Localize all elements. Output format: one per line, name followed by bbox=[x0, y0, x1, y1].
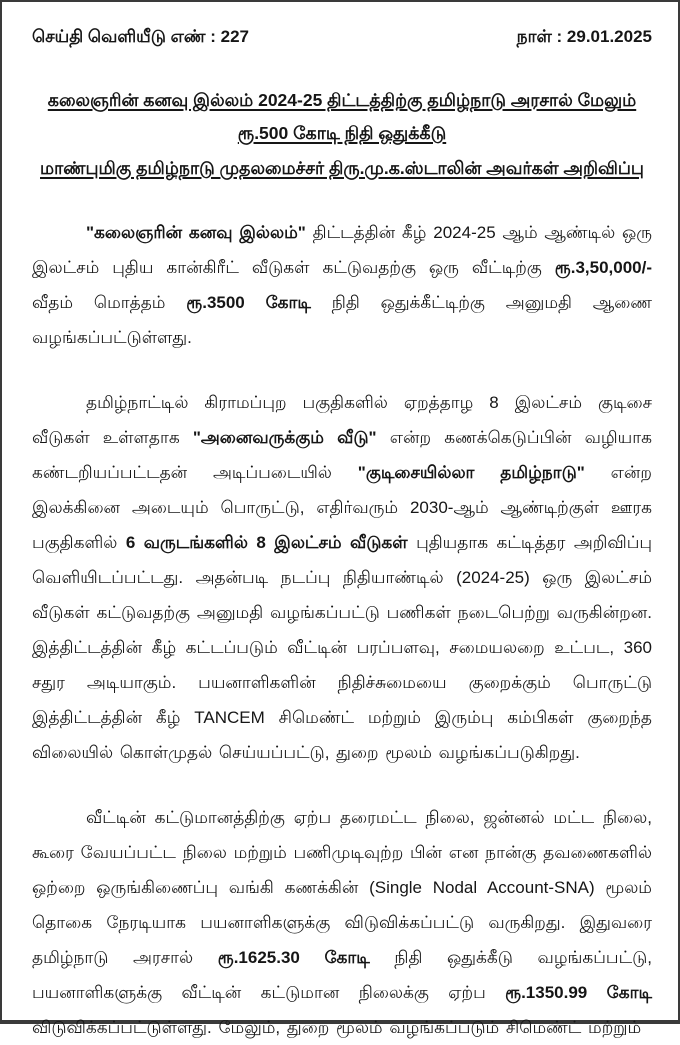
paragraph-1: "கலைஞரின் கனவு இல்லம்" திட்டத்தின் கீழ் 2024-25 ஆம் ஆண்டில் ஒரு இலட்சம் புதிய கான்கிரீட் வீடுகள் கட்டுவதற்கு ஒரு வீட்டிற்கு ரூ.3,50,000/- வீதம் மொத்தம் ரூ.3500 கோடி நிதி ஒதுக்கீட்டிற்கு அனுமதி ஆணை வழங்கப்பட்டுள்ளது. bbox=[32, 223, 653, 347]
title-line-3-text: மாண்புமிகு தமிழ்நாடு முதலமைச்சர் திரு.மு.க.ஸ்டாலின் அவர்கள் அறிவிப்பு bbox=[40, 158, 644, 178]
document-body bbox=[32, 215, 652, 1045]
title-line-2 bbox=[32, 117, 652, 150]
release-date: நாள் : 29.01.2025 bbox=[516, 27, 652, 46]
paragraph-2: தமிழ்நாட்டில் கிராமப்புற பகுதிகளில் ஏறத்தாழ 8 இலட்சம் குடிசை வீடுகள் உள்ளதாக "அனைவருக்கும் வீடு" என்ற கணக்கெடுப்பின் வழியாக கண்டறியப்பட்டதன் அடிப்படையில் "குடிசையில்லா தமிழ்நாடு" என்ற இலக்கினை அடையும் பொருட்டு, எதிர்வரும் 2030-ஆம் ஆண்டிற்குள் ஊரக பகுதிகளில் 6 வருடங்களில் 8 இலட்சம் வீடுகள் புதியதாக கட்டித்தர அறிவிப்பு வெளியிடப்பட்டது. அதன்படி நடப்பு நிதியாண்டில் (2024-25) ஒரு இலட்சம் வீடுகள் கட்டுவதற்கு அனுமதி வழங்கப்பட்டு பணிகள் நடைபெற்று வருகின்றன. இத்திட்டத்தின் கீழ் கட்டப்படும் வீட்டின் பரப்பளவு, சமையலறை உட்பட, 360 சதுர அடியாகும். பயனாளிகளின் நிதிச்சுமையை குறைக்கும் பொருட்டு இத்திட்டத்தின் கீழ் TANCEM சிமெண்ட் மற்றும் இரும்பு கம்பிகள் குறைந்த விலையில் கொள்முதல் செய்யப்பட்டு, துறை மூலம் வழங்கப்படுகிறது. bbox=[32, 393, 652, 762]
title-line-1-text: கலைஞரின் கனவு இல்லம் 2024-25 திட்டத்திற்கு தமிழ்நாடு அரசால் மேலும் bbox=[47, 90, 637, 110]
title-line-3 bbox=[32, 152, 652, 185]
title-line-2-text: ரூ.500 கோடி நிதி ஒதுக்கீடு bbox=[237, 123, 447, 143]
document-title bbox=[32, 84, 652, 185]
document-header bbox=[32, 26, 652, 48]
title-line-1 bbox=[32, 84, 652, 117]
paragraph-3: வீட்டின் கட்டுமானத்திற்கு ஏற்ப தரைமட்ட நிலை, ஜன்னல் மட்ட நிலை, கூரை வேயப்பட்ட நிலை மற்றும் பணிமுடிவுற்ற பின் என நான்கு தவணைகளில் ஒற்றை ஒருங்கிணைப்பு வங்கி கணக்கின் (Single Nodal Account-SNA) மூலம் தொகை நேரடியாக பயனாளிகளுக்கு விடுவிக்கப்பட்டு வருகிறது. இதுவரை தமிழ்நாடு அரசால் ரூ.1625.30 கோடி நிதி ஒதுக்கீடு வழங்கப்பட்டு, பயனாளிகளுக்கு வீட்டின் கட்டுமான நிலைக்கு ஏற்ப ரூ.1350.99 கோடி விடுவிக்கப்பட்டுள்ளது. மேலும், துறை மூலம் வழங்கப்படும் சிமெண்ட் மற்றும் bbox=[32, 808, 653, 1037]
release-number: செய்தி வெளியீடு எண் : 227 bbox=[32, 27, 250, 46]
